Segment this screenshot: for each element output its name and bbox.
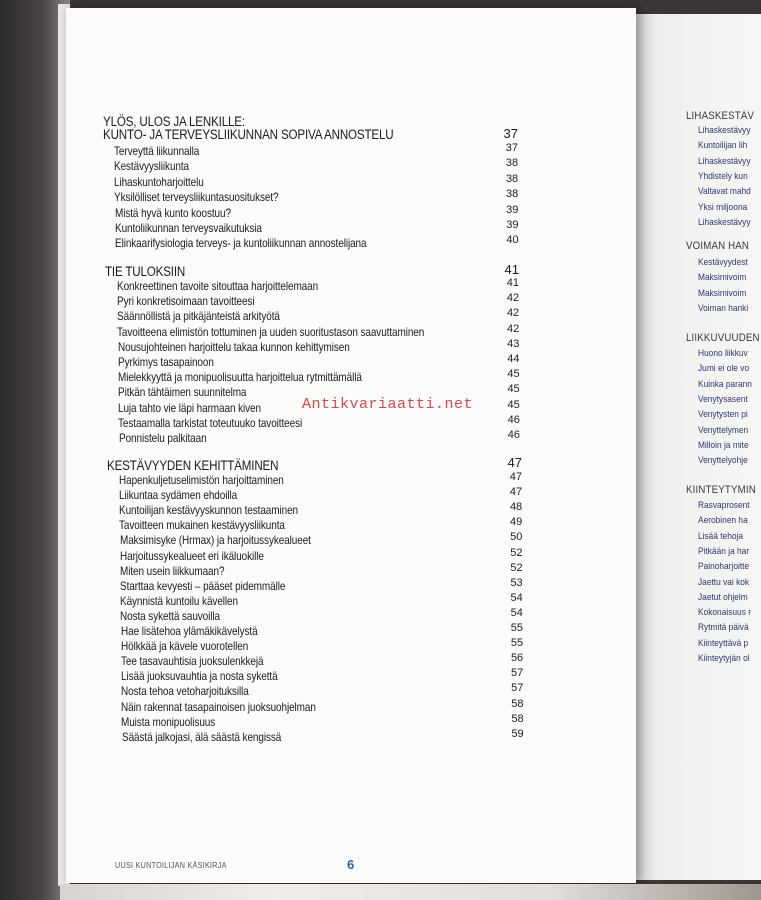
section-page-number: 47 <box>507 455 522 470</box>
toc-entry: Mielekkyyttä ja monipuolisuutta harjoittelua rytmittämällä <box>117 371 362 385</box>
toc-entry-page: 49 <box>510 516 523 529</box>
toc-entry: Ponnistelu palkitaan <box>118 432 207 445</box>
toc-entry-page: 57 <box>511 667 524 680</box>
toc-entry-page: 45 <box>507 398 520 411</box>
toc-entry-page: 38 <box>505 172 519 185</box>
toc-entry: Tavoitteen mukainen kestävyysliikunta <box>119 519 286 533</box>
right-toc-entry: Kuinka parann <box>698 378 752 390</box>
toc-entry: Muista monipuolisuus <box>121 715 216 729</box>
toc-entry-page: 41 <box>506 277 519 289</box>
toc-entry-page: 42 <box>507 322 520 335</box>
right-section-heading: VOIMAN HAN <box>686 240 750 252</box>
right-toc-entry: Maksimivoim <box>698 272 747 284</box>
toc-entry-page: 37 <box>505 142 518 154</box>
toc-entry-page: 57 <box>511 682 524 695</box>
right-toc-entry: Aerobinen ha <box>698 515 748 527</box>
section-heading: KESTÄVYYDEN KEHITTÄMINEN <box>107 458 279 473</box>
toc-entry-page: 55 <box>510 637 524 650</box>
toc-entry: Lisää juoksuvauhtia ja nosta sykettä <box>120 670 278 684</box>
right-toc-entry: Yhdistely kun <box>698 170 748 182</box>
right-toc-entry: Painoharjoitte <box>698 561 750 573</box>
right-toc-entry: Venyttelyohje <box>698 455 748 467</box>
toc-entry: Harjoitussykealueet eri ikäluokille <box>119 549 264 563</box>
right-toc-entry: Kokonaisuus r <box>698 607 751 619</box>
toc-entry-page: 44 <box>507 353 520 365</box>
toc-entry: Liikuntaa sydämen ehdoilla <box>119 489 238 503</box>
toc-entry-page: 48 <box>509 501 523 514</box>
toc-entry: Konkreettinen tavoite sitouttaa harjoittelemaan <box>117 280 319 293</box>
right-toc-entry: Lihaskestävyy <box>698 125 751 136</box>
toc-entry: Hölkkää ja kävele vuorotellen <box>120 640 248 654</box>
toc-entry-page: 58 <box>511 712 524 725</box>
toc-entry: Elinkaarifysiologia terveys- ja kuntoliikunnan annostelijana <box>114 237 367 251</box>
toc-entry: Luja tahto vie läpi harmaan kiven <box>118 401 262 415</box>
toc-entry-page: 43 <box>507 337 520 350</box>
toc-entry: Kestävyysliikunta <box>114 160 190 174</box>
right-toc-entry: Kiinteyttävä p <box>698 637 749 649</box>
toc-entry-page: 39 <box>506 203 519 216</box>
toc-entry-page: 42 <box>506 292 520 305</box>
toc-entry: Testaamalla tarkistat toteutuuko tavoitteesi <box>118 416 303 430</box>
toc-entry: Pyri konkretisoimaan tavoitteesi <box>117 295 255 309</box>
right-toc-entry: Venytysten pi <box>698 409 748 421</box>
right-toc-entry: Kiinteytyjän ol <box>698 653 750 664</box>
section-page-number: 41 <box>504 262 519 277</box>
toc-entry-page: 39 <box>506 219 519 231</box>
right-section-heading: LIIKKUVUUDEN <box>686 332 760 344</box>
toc-entry: Nosta sykettä sauvoilla <box>120 609 221 623</box>
right-toc-entry: Venytysasent <box>698 393 748 405</box>
toc-entry-page: 55 <box>510 622 523 634</box>
right-toc-entry: Valtavat mahd <box>698 186 751 198</box>
toc-entry-page: 46 <box>507 429 520 441</box>
right-page <box>636 14 761 880</box>
table-surface <box>60 884 761 900</box>
toc-entry: Hapenkuljetuselimistön harjoittaminen <box>119 474 284 487</box>
toc-entry-page: 46 <box>507 413 520 426</box>
toc-entry: Nosta tehoa vetoharjoituksilla <box>121 685 249 699</box>
right-section-heading: KIINTEYTYMIN <box>686 484 756 496</box>
section-heading: TIE TULOKSIIN <box>105 264 186 279</box>
right-page-toc <box>636 14 761 880</box>
right-toc-entry: Yksi miljoona <box>698 201 748 213</box>
toc-entry-page: 42 <box>506 307 520 320</box>
toc-entry: Kuntoliikunnan terveysvaikutuksia <box>114 222 262 235</box>
right-toc-entry: Lihaskestävyy <box>698 155 751 167</box>
right-toc-entry: Lisää tehoja <box>698 530 744 542</box>
toc-entry: Pitkän tähtäimen suunnitelma <box>118 386 247 400</box>
right-toc-entry: Pitkään ja har <box>698 545 750 557</box>
toc-entry: Lihaskuntoharjoittelu <box>114 175 204 189</box>
toc-entry-page: 45 <box>507 368 520 381</box>
toc-entry: Tee tasavauhtisia juoksulenkkejä <box>120 655 264 669</box>
right-toc-entry: Rytmitä päivä <box>698 622 749 634</box>
toc-entry-page: 47 <box>509 471 522 483</box>
right-toc-entry: Jumi ei ole vo <box>698 363 750 375</box>
toc-entry-page: 54 <box>510 606 523 619</box>
toc-entry: Näin rakennat tasapainoisen juoksuohjelman <box>121 700 317 714</box>
right-toc-entry: Venyttelymen <box>698 424 749 436</box>
toc-entry-page: 54 <box>510 591 523 604</box>
right-toc-entry: Kestävyydest <box>698 257 748 268</box>
footer-book-title: UUSI KUNTOILIJAN KÄSIKIRJA <box>115 861 227 870</box>
toc-entry: Starttaa kevyesti – pääset pidemmälle <box>120 579 286 593</box>
toc-entry-page: 52 <box>510 561 523 574</box>
toc-entry-page: 38 <box>506 188 519 201</box>
right-toc-entry: Jaetut ohjelm <box>698 591 748 603</box>
watermark: Antikvariaatti.net <box>302 396 474 413</box>
toc-entry: Miten usein liikkumaan? <box>119 564 225 578</box>
toc-entry: Säännöllistä ja pitkäjänteistä arkityötä <box>117 310 281 324</box>
section-heading-line2: KUNTO- JA TERVEYSLIIKUNNAN SOPIVA ANNOSTELU <box>103 127 394 142</box>
toc-entry: Terveyttä liikunnalla <box>114 145 200 158</box>
toc-entry-page: 45 <box>507 383 520 396</box>
toc-entry-page: 52 <box>510 546 523 559</box>
toc-entry: Tavoitteena elimistön tottuminen ja uuden suoritustason saavuttaminen <box>117 325 425 339</box>
right-toc-entry: Lihaskestävyy <box>698 216 751 228</box>
toc-entry-page: 40 <box>506 234 519 247</box>
toc-entry-page: 47 <box>509 486 523 499</box>
toc-entry-page: 59 <box>511 727 524 740</box>
toc-entry: Hae lisätehoa ylämäkikävelystä <box>120 625 258 638</box>
toc-entry-page: 38 <box>505 157 519 170</box>
section-heading: YLÖS, ULOS JA LENKILLE: <box>103 114 245 129</box>
toc-entry: Kuntoilijan kestävyyskunnon testaaminen <box>119 504 299 518</box>
section-page-number: 37 <box>503 126 518 141</box>
toc-entry: Mistä hyvä kunto koostuu? <box>114 206 231 220</box>
toc-entry: Käynnistä kuntoilu kävellen <box>120 594 239 608</box>
toc-entry-page: 58 <box>511 697 524 710</box>
toc-entry-page: 50 <box>510 531 523 544</box>
right-toc-entry: Huono liikkuv <box>698 348 748 359</box>
footer-page-number: 6 <box>347 857 355 872</box>
right-toc-entry: Milloin ja mite <box>698 439 749 451</box>
right-toc-entry: Rasvaprosent <box>698 500 750 511</box>
right-toc-entry: Voiman hanki <box>698 302 749 314</box>
right-toc-entry: Maksimivoim <box>698 287 747 299</box>
right-toc-entry: Kuntoilijan lih <box>698 140 748 152</box>
toc-entry-page: 56 <box>510 652 524 665</box>
right-section-heading: LIHASKESTÄV <box>686 110 755 122</box>
toc-entry-page: 53 <box>510 576 523 589</box>
toc-entry: Säästä jalkojasi, älä säästä kengissä <box>121 730 281 744</box>
toc-entry: Maksimisyke (Hrmax) ja harjoitussykealueet <box>119 534 311 548</box>
toc-entry: Pyrkimys tasapainoon <box>117 356 214 369</box>
toc-entry: Yksilölliset terveysliikuntasuositukset? <box>114 191 279 205</box>
right-toc-entry: Jaettu vai kok <box>698 576 750 588</box>
toc-entry: Nousujohteinen harjoittelu takaa kunnon kehittymisen <box>117 340 350 354</box>
